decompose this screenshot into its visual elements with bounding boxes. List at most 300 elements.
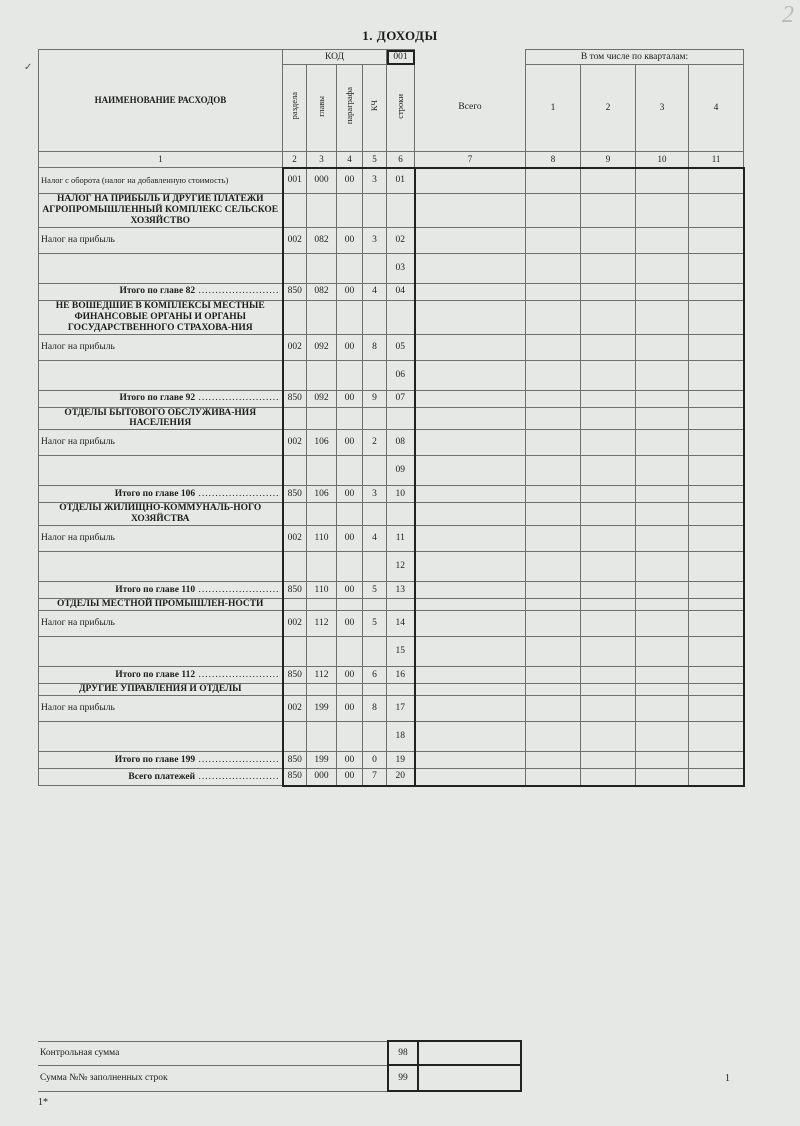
kch-code: 8 — [363, 696, 387, 722]
paragraph-code: 00 — [337, 526, 363, 552]
chapter-code: 000 — [307, 769, 337, 786]
chapter-code: 082 — [307, 227, 337, 253]
quarter-value-cell[interactable] — [581, 334, 636, 360]
quarter-value-cell[interactable] — [581, 599, 636, 611]
line-code: 07 — [387, 390, 415, 407]
quarter-value-cell[interactable] — [636, 456, 689, 486]
quarter-value-cell[interactable] — [636, 526, 689, 552]
total-label-text: Итого по главе 106 — [114, 488, 196, 499]
quarter-value-cell[interactable] — [636, 696, 689, 722]
quarter-value-cell[interactable] — [526, 168, 581, 194]
paragraph-code — [337, 722, 363, 752]
paragraph-code: 00 — [337, 430, 363, 456]
quarter-value-cell[interactable] — [636, 599, 689, 611]
table-row — [39, 168, 744, 194]
table-row — [39, 334, 744, 360]
quarter-value-cell[interactable] — [526, 582, 581, 599]
filled-lines-label: Сумма №№ заполненных строк — [38, 1065, 388, 1091]
total-row — [39, 283, 744, 300]
quarter-value-cell[interactable] — [581, 696, 636, 722]
quarters-header: В том числе по кварталам: — [526, 50, 744, 65]
quarter-value-cell[interactable] — [689, 752, 744, 769]
total-row — [39, 667, 744, 684]
page-number: 1 — [725, 1073, 730, 1084]
line-code: 04 — [387, 283, 415, 300]
line-code: 18 — [387, 722, 415, 752]
quarter-value-cell[interactable] — [689, 300, 744, 334]
chapter-code: 199 — [307, 752, 337, 769]
chapter-code — [307, 503, 337, 526]
quarter-value-cell[interactable] — [689, 360, 744, 390]
paragraph-code — [337, 360, 363, 390]
total-header: Всего — [415, 65, 526, 152]
quarter-value-cell[interactable] — [526, 722, 581, 752]
section-code — [283, 300, 307, 334]
quarter-value-cell[interactable] — [526, 769, 581, 786]
table-body — [39, 50, 744, 786]
quarter-value-cell[interactable] — [689, 552, 744, 582]
quarter-value-cell[interactable] — [526, 752, 581, 769]
quarter-value-cell[interactable] — [526, 253, 581, 283]
total-value-cell[interactable] — [415, 360, 526, 390]
quarter-value-cell[interactable] — [526, 667, 581, 684]
corner-page-mark: 2 — [782, 2, 794, 28]
quarter-value-cell[interactable] — [689, 456, 744, 486]
quarter-value-cell[interactable] — [581, 684, 636, 696]
chapter-code — [307, 684, 337, 696]
blank-label — [39, 637, 283, 667]
quarter-value-cell[interactable] — [689, 637, 744, 667]
paragraph-code — [337, 684, 363, 696]
section-code: 002 — [283, 227, 307, 253]
section-code — [283, 407, 307, 430]
quarter-value-cell[interactable] — [636, 752, 689, 769]
quarter-value-cell[interactable] — [636, 227, 689, 253]
quarter-value-cell[interactable] — [689, 696, 744, 722]
quarter-value-cell[interactable] — [689, 769, 744, 786]
kch-code — [363, 637, 387, 667]
total-value-cell[interactable] — [415, 253, 526, 283]
col-number: 8 — [526, 152, 581, 168]
column-number-row — [39, 152, 744, 168]
total-row — [39, 582, 744, 599]
code-value-box[interactable]: 001 — [387, 50, 415, 65]
quarter-value-cell[interactable] — [689, 227, 744, 253]
quarter-value-cell[interactable] — [526, 390, 581, 407]
footer-row-control-sum — [38, 1041, 521, 1065]
quarter-value-cell[interactable] — [689, 334, 744, 360]
paragraph-code — [337, 503, 363, 526]
quarter-value-cell[interactable] — [636, 168, 689, 194]
table-row — [39, 611, 744, 637]
quarter-value-cell[interactable] — [581, 769, 636, 786]
chapter-code — [307, 360, 337, 390]
total-value-cell[interactable] — [415, 168, 526, 194]
paragraph-code: 00 — [337, 486, 363, 503]
quarter-value-cell[interactable] — [636, 667, 689, 684]
quarter-value-cell[interactable] — [689, 599, 744, 611]
quarter-value-cell[interactable] — [581, 752, 636, 769]
blank-label — [39, 722, 283, 752]
line-code: 02 — [387, 227, 415, 253]
quarter-value-cell[interactable] — [581, 390, 636, 407]
quarter-value-cell[interactable] — [581, 227, 636, 253]
paragraph-code: 00 — [337, 390, 363, 407]
quarter-value-cell[interactable] — [636, 552, 689, 582]
total-value-cell[interactable] — [415, 390, 526, 407]
quarter-value-cell[interactable] — [636, 611, 689, 637]
total-value-cell[interactable] — [415, 334, 526, 360]
line-code: 13 — [387, 582, 415, 599]
line-code: 20 — [387, 769, 415, 786]
total-value-cell[interactable] — [415, 456, 526, 486]
kch-code: 3 — [363, 227, 387, 253]
quarter-value-cell[interactable] — [636, 769, 689, 786]
quarter-value-cell[interactable] — [581, 526, 636, 552]
total-value-cell[interactable] — [415, 667, 526, 684]
table-row — [39, 722, 744, 752]
total-label-text: Итого по главе 199 — [114, 754, 196, 765]
section-code — [283, 253, 307, 283]
paragraph-code: 00 — [337, 769, 363, 786]
total-value-cell[interactable] — [415, 752, 526, 769]
total-value-cell[interactable] — [415, 526, 526, 552]
chapter-code — [307, 407, 337, 430]
chapter-code-header: главы — [315, 95, 326, 117]
quarter-value-cell[interactable] — [526, 227, 581, 253]
quarter-value-cell[interactable] — [636, 637, 689, 667]
quarter-value-cell[interactable] — [581, 283, 636, 300]
item-label: Налог на прибыль — [39, 227, 283, 253]
kch-code — [363, 456, 387, 486]
quarter-value-cell[interactable] — [526, 696, 581, 722]
table-row — [39, 253, 744, 283]
paragraph-code: 00 — [337, 696, 363, 722]
section-code: 850 — [283, 390, 307, 407]
quarter-value-cell[interactable] — [689, 667, 744, 684]
quarter-2-header: 2 — [581, 65, 636, 152]
code-header: КОД — [283, 50, 387, 65]
chapter-code: 000 — [307, 168, 337, 194]
paragraph-code — [337, 194, 363, 228]
table-row — [39, 227, 744, 253]
quarter-value-cell[interactable] — [581, 611, 636, 637]
paragraph-code: 00 — [337, 168, 363, 194]
quarter-value-cell[interactable] — [689, 168, 744, 194]
margin-mark: ✓ — [24, 62, 33, 73]
total-label: Итого по главе 110 ........................ — [39, 582, 283, 599]
line-code — [387, 194, 415, 228]
quarter-value-cell[interactable] — [636, 360, 689, 390]
col-number: 7 — [415, 152, 526, 168]
line-code — [387, 599, 415, 611]
line-code: 10 — [387, 486, 415, 503]
line-code — [387, 684, 415, 696]
paragraph-code — [337, 456, 363, 486]
quarter-value-cell[interactable] — [689, 526, 744, 552]
item-label: Налог на прибыль — [39, 334, 283, 360]
kch-code: 7 — [363, 769, 387, 786]
paragraph-code: 00 — [337, 667, 363, 684]
total-value-cell[interactable] — [415, 407, 526, 430]
col-number: 10 — [636, 152, 689, 168]
total-value-cell[interactable] — [415, 611, 526, 637]
quarter-value-cell[interactable] — [526, 552, 581, 582]
kch-code — [363, 300, 387, 334]
quarter-value-cell[interactable] — [689, 611, 744, 637]
paragraph-code: 00 — [337, 582, 363, 599]
col-number: 5 — [363, 152, 387, 168]
total-value-cell[interactable] — [415, 283, 526, 300]
chapter-code — [307, 552, 337, 582]
line-code: 17 — [387, 696, 415, 722]
quarter-value-cell[interactable] — [636, 430, 689, 456]
table-row — [39, 552, 744, 582]
item-label: Налог на прибыль — [39, 430, 283, 456]
quarter-value-cell[interactable] — [581, 582, 636, 599]
section-code-header: раздела — [288, 92, 299, 120]
kch-code — [363, 407, 387, 430]
income-form-table — [38, 49, 745, 787]
total-value-cell[interactable] — [415, 300, 526, 334]
kch-code: 3 — [363, 486, 387, 503]
total-value-cell[interactable] — [415, 599, 526, 611]
total-value-cell[interactable] — [415, 637, 526, 667]
quarter-value-cell[interactable] — [636, 390, 689, 407]
line-code: 06 — [387, 360, 415, 390]
section-heading-row — [39, 300, 744, 334]
section-code — [283, 503, 307, 526]
total-value-cell[interactable] — [415, 684, 526, 696]
kch-code: 8 — [363, 334, 387, 360]
total-value-cell[interactable] — [415, 486, 526, 503]
section-code: 002 — [283, 696, 307, 722]
total-value-cell[interactable] — [415, 582, 526, 599]
paragraph-code: 00 — [337, 752, 363, 769]
quarter-value-cell[interactable] — [636, 253, 689, 283]
quarter-value-cell[interactable] — [636, 582, 689, 599]
quarter-value-cell[interactable] — [526, 194, 581, 228]
quarter-value-cell[interactable] — [636, 334, 689, 360]
kch-code: 0 — [363, 752, 387, 769]
quarter-value-cell[interactable] — [581, 637, 636, 667]
quarter-value-cell[interactable] — [526, 526, 581, 552]
chapter-code — [307, 253, 337, 283]
section-code — [283, 552, 307, 582]
quarter-value-cell[interactable] — [636, 194, 689, 228]
quarter-value-cell[interactable] — [581, 407, 636, 430]
quarter-value-cell[interactable] — [526, 503, 581, 526]
paragraph-code — [337, 253, 363, 283]
total-label: Итого по главе 199 ........................ — [39, 752, 283, 769]
quarter-value-cell[interactable] — [581, 667, 636, 684]
col-number: 2 — [283, 152, 307, 168]
line-code: 09 — [387, 456, 415, 486]
section-code — [283, 599, 307, 611]
paragraph-code — [337, 407, 363, 430]
quarter-value-cell[interactable] — [636, 503, 689, 526]
quarter-value-cell[interactable] — [526, 360, 581, 390]
section-heading: ОТДЕЛЫ БЫТОВОГО ОБСЛУЖИВА-НИЯ НАСЕЛЕНИЯ — [39, 407, 283, 430]
paragraph-code — [337, 552, 363, 582]
total-label-text: Всего платежей — [128, 771, 196, 782]
quarter-value-cell[interactable] — [689, 253, 744, 283]
paragraph-code: 00 — [337, 334, 363, 360]
quarter-value-cell[interactable] — [526, 486, 581, 503]
quarter-value-cell[interactable] — [636, 407, 689, 430]
control-sum-value-cell[interactable] — [418, 1041, 521, 1065]
kch-code — [363, 253, 387, 283]
quarter-value-cell[interactable] — [581, 722, 636, 752]
section-code — [283, 194, 307, 228]
quarter-value-cell[interactable] — [581, 486, 636, 503]
total-value-cell[interactable] — [415, 722, 526, 752]
quarter-value-cell[interactable] — [689, 582, 744, 599]
col-number: 11 — [689, 152, 744, 168]
section-code: 850 — [283, 667, 307, 684]
table-row — [39, 360, 744, 390]
line-code — [387, 407, 415, 430]
quarter-value-cell[interactable] — [581, 430, 636, 456]
line-code: 15 — [387, 637, 415, 667]
section-heading-row — [39, 407, 744, 430]
quarter-value-cell[interactable] — [689, 684, 744, 696]
total-value-cell[interactable] — [415, 696, 526, 722]
kch-code-header: КЧ — [368, 100, 379, 112]
kch-code: 6 — [363, 667, 387, 684]
chapter-code: 110 — [307, 582, 337, 599]
section-code — [283, 360, 307, 390]
section-code: 850 — [283, 582, 307, 599]
quarter-value-cell[interactable] — [526, 611, 581, 637]
quarter-value-cell[interactable] — [689, 503, 744, 526]
kch-code — [363, 722, 387, 752]
quarter-value-cell[interactable] — [636, 684, 689, 696]
quarter-value-cell[interactable] — [581, 168, 636, 194]
quarter-value-cell[interactable] — [689, 407, 744, 430]
quarter-value-cell[interactable] — [581, 456, 636, 486]
kch-code: 2 — [363, 430, 387, 456]
filled-lines-value-cell[interactable] — [418, 1065, 521, 1091]
kch-code — [363, 194, 387, 228]
section-code — [283, 637, 307, 667]
quarter-value-cell[interactable] — [689, 390, 744, 407]
total-value-cell[interactable] — [415, 552, 526, 582]
quarter-value-cell[interactable] — [689, 486, 744, 503]
chapter-code — [307, 194, 337, 228]
total-row — [39, 486, 744, 503]
table-row — [39, 456, 744, 486]
item-label: Налог на прибыль — [39, 611, 283, 637]
section-code — [283, 722, 307, 752]
quarter-value-cell[interactable] — [636, 486, 689, 503]
quarter-value-cell[interactable] — [689, 430, 744, 456]
paragraph-code: 00 — [337, 283, 363, 300]
blank-label — [39, 552, 283, 582]
section-code: 002 — [283, 526, 307, 552]
kch-code: 4 — [363, 526, 387, 552]
kch-code: 9 — [363, 390, 387, 407]
total-value-cell[interactable] — [415, 430, 526, 456]
chapter-code: 112 — [307, 667, 337, 684]
total-value-cell[interactable] — [415, 227, 526, 253]
section-heading-row — [39, 684, 744, 696]
quarter-value-cell[interactable] — [526, 283, 581, 300]
quarter-value-cell[interactable] — [689, 283, 744, 300]
line-code: 16 — [387, 667, 415, 684]
paragraph-code: 00 — [337, 227, 363, 253]
quarter-value-cell[interactable] — [526, 684, 581, 696]
quarter-value-cell[interactable] — [526, 599, 581, 611]
quarter-value-cell[interactable] — [526, 637, 581, 667]
quarter-value-cell[interactable] — [526, 430, 581, 456]
page-title: 1. ДОХОДЫ — [362, 28, 438, 43]
section-code — [283, 684, 307, 696]
quarter-value-cell[interactable] — [526, 300, 581, 334]
col-number: 9 — [581, 152, 636, 168]
section-heading: ОТДЕЛЫ МЕСТНОЙ ПРОМЫШЛЕН-НОСТИ — [39, 599, 283, 611]
kch-code — [363, 360, 387, 390]
quarter-1-header: 1 — [526, 65, 581, 152]
item-label: Налог с оборота (налог на добавленную стоимость) — [39, 168, 283, 194]
kch-code — [363, 552, 387, 582]
section-code: 002 — [283, 430, 307, 456]
quarter-value-cell[interactable] — [581, 503, 636, 526]
line-code — [387, 300, 415, 334]
quarter-value-cell[interactable] — [526, 407, 581, 430]
section-code: 002 — [283, 334, 307, 360]
section-code: 850 — [283, 486, 307, 503]
paragraph-code: 00 — [337, 611, 363, 637]
quarter-value-cell[interactable] — [581, 552, 636, 582]
paragraph-code — [337, 637, 363, 667]
quarter-value-cell[interactable] — [636, 283, 689, 300]
paragraph-code — [337, 599, 363, 611]
quarter-value-cell[interactable] — [581, 300, 636, 334]
chapter-code — [307, 456, 337, 486]
total-value-cell[interactable] — [415, 194, 526, 228]
line-code: 08 — [387, 430, 415, 456]
col-number: 1 — [39, 152, 283, 168]
total-value-cell[interactable] — [415, 503, 526, 526]
section-code: 001 — [283, 168, 307, 194]
item-label: Налог на прибыль — [39, 526, 283, 552]
quarter-value-cell[interactable] — [689, 722, 744, 752]
total-value-cell[interactable] — [415, 769, 526, 786]
total-label-text: Итого по главе 82 — [119, 286, 196, 297]
paragraph-code — [337, 300, 363, 334]
line-code: 14 — [387, 611, 415, 637]
chapter-code: 106 — [307, 430, 337, 456]
quarter-value-cell[interactable] — [526, 456, 581, 486]
chapter-code: 082 — [307, 283, 337, 300]
col-number: 6 — [387, 152, 415, 168]
chapter-code: 092 — [307, 390, 337, 407]
total-row — [39, 752, 744, 769]
quarter-value-cell[interactable] — [581, 360, 636, 390]
quarter-value-cell[interactable] — [581, 253, 636, 283]
total-label-text: Итого по главе 112 — [115, 669, 196, 680]
quarter-value-cell[interactable] — [636, 722, 689, 752]
quarter-value-cell[interactable] — [689, 194, 744, 228]
table-row — [39, 526, 744, 552]
quarter-value-cell[interactable] — [526, 334, 581, 360]
table-row — [39, 430, 744, 456]
section-code — [283, 456, 307, 486]
quarter-value-cell[interactable] — [581, 194, 636, 228]
quarter-value-cell[interactable] — [636, 300, 689, 334]
section-code: 850 — [283, 283, 307, 300]
